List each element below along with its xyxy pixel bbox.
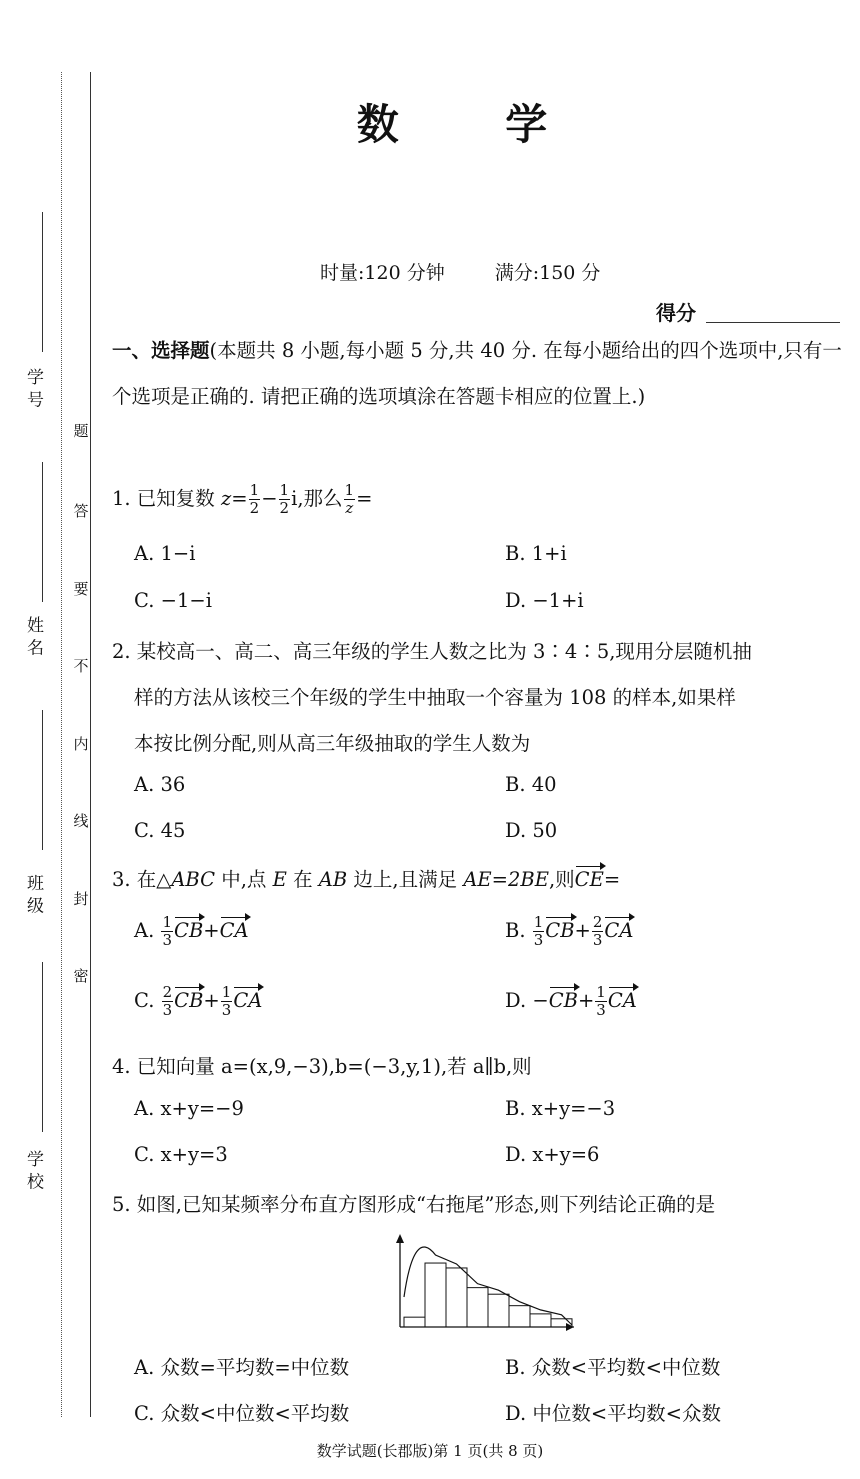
q3-option-d [505, 984, 637, 1019]
histogram-figure [392, 1232, 582, 1334]
histogram-bar [530, 1314, 551, 1327]
question-2-line-3: 本按比例分配,则从高三年级抽取的学生人数为 [134, 732, 531, 755]
option-label: A. [134, 919, 161, 942]
q3-point: E [272, 868, 287, 891]
q3-text: ,则 [548, 868, 575, 891]
q3-option-a [134, 914, 249, 949]
name-label: 姓 名 [23, 616, 43, 656]
numerator: 1 [344, 481, 355, 499]
question-2-line-1: 2. 某校高一、高二、高三年级的学生人数之比为 3∶4∶5,现用分层随机抽 [112, 640, 752, 663]
denominator: 3 [162, 931, 173, 949]
q3-segment: AB [318, 868, 348, 891]
q4-option-d: D. x+y=6 [505, 1143, 600, 1166]
seal-char: 题 [73, 422, 89, 440]
question-3 [112, 864, 620, 892]
fraction [221, 984, 233, 1019]
seal-char: 不 [73, 657, 89, 675]
plus-sign: + [203, 919, 220, 942]
q5-option-a: A. 众数=平均数=中位数 [134, 1356, 350, 1379]
fraction [279, 482, 291, 517]
numerator: 1 [533, 913, 544, 931]
q3-condition: AE=2BE [463, 868, 549, 891]
numerator: 2 [592, 913, 603, 931]
histogram-bar [404, 1317, 425, 1327]
page-footer: 数学试题(长郡版)第 1 页(共 8 页) [316, 1442, 544, 1460]
q3-option-b [505, 914, 633, 949]
histogram-bar [509, 1306, 530, 1327]
q2-option-c: C. 45 [134, 819, 186, 842]
fraction [249, 482, 261, 517]
numerator: 1 [249, 481, 260, 499]
student-id-line [42, 212, 44, 352]
option-label: D. [505, 989, 533, 1012]
denominator: z [345, 499, 354, 517]
time-limit: 时量:120 分钟 [320, 262, 445, 284]
option-label: B. [505, 919, 532, 942]
plus-sign: + [574, 919, 591, 942]
q3-text: 边上,且满足 [347, 868, 464, 891]
q3-option-c [134, 984, 262, 1019]
denominator: 2 [249, 499, 260, 517]
school-line [42, 962, 44, 1132]
histogram-bar [467, 1288, 488, 1327]
vector-cb: CB [174, 989, 204, 1012]
denominator: 3 [592, 931, 603, 949]
name-line [42, 462, 44, 602]
vector-cb: CB [174, 919, 204, 942]
section-instructions [112, 328, 842, 420]
margin-dotted-line [61, 72, 62, 1417]
q5-option-b: B. 众数<平均数<中位数 [505, 1356, 721, 1379]
q3-eq: = [603, 868, 621, 891]
vector-ca: CA [607, 989, 637, 1012]
seal-char: 要 [73, 580, 89, 598]
q3-text: 3. 在△ [112, 868, 172, 891]
fraction [592, 914, 604, 949]
numerator: 2 [162, 983, 173, 1001]
denominator: 3 [533, 931, 544, 949]
section-text: (本题共 8 小题,每小题 5 分,共 40 分. 在每小题给出的四个选项中,只有一个选项是正确的. 请把正确的选项填涂在答题卡相应的位置上.) [112, 339, 842, 408]
q1-minus: − [261, 487, 278, 510]
q4-option-a: A. x+y=−9 [134, 1097, 244, 1120]
minus-sign: − [532, 989, 549, 1012]
vector-ce: CE [574, 868, 604, 891]
q1-option-a: A. 1−i [134, 542, 196, 565]
histogram-bar [446, 1268, 467, 1327]
q2-option-a: A. 36 [134, 773, 186, 796]
q1-var: z [221, 487, 232, 510]
vector-ca: CA [604, 919, 634, 942]
numerator: 1 [162, 913, 173, 931]
x-axis-arrow-icon [566, 1323, 574, 1331]
vector-cb: CB [545, 919, 575, 942]
q1-option-b: B. 1+i [505, 542, 567, 565]
fraction [162, 984, 174, 1019]
denominator: 2 [279, 499, 290, 517]
q2-option-d: D. 50 [505, 819, 558, 842]
q1-eq: = [231, 487, 248, 510]
seal-char: 内 [73, 735, 89, 753]
numerator: 1 [596, 983, 606, 1001]
exam-meta [320, 258, 600, 285]
denominator: 3 [162, 1001, 173, 1019]
denominator: 3 [221, 1001, 232, 1019]
vector-ca: CA [219, 919, 249, 942]
page-title: 数 学 [356, 100, 594, 149]
student-id-label: 学 号 [23, 368, 43, 408]
y-axis-arrow-icon [396, 1234, 404, 1243]
seal-char: 线 [73, 812, 89, 830]
q3-triangle: ABC [171, 868, 216, 891]
section-heading: 一、选择题 [112, 339, 210, 362]
histogram-bar [488, 1294, 509, 1327]
numerator: 1 [221, 983, 232, 1001]
seal-char: 答 [73, 502, 89, 520]
q1-option-c: C. −1−i [134, 589, 212, 612]
numerator: 1 [279, 481, 290, 499]
q4-option-c: C. x+y=3 [134, 1143, 228, 1166]
question-1 [112, 482, 372, 517]
denominator: 3 [596, 1001, 606, 1019]
q5-option-c: C. 众数<中位数<平均数 [134, 1402, 350, 1425]
plus-sign: + [577, 989, 595, 1012]
q4-option-b: B. x+y=−3 [505, 1097, 616, 1120]
q3-text: 中,点 [215, 868, 273, 891]
question-2-line-2: 样的方法从该校三个年级的学生中抽取一个容量为 108 的样本,如果样 [134, 686, 736, 709]
score-label: 得分 [656, 301, 696, 325]
class-line [42, 710, 44, 850]
fraction [344, 482, 356, 517]
vector-cb: CB [548, 989, 578, 1012]
fraction [595, 984, 607, 1019]
class-label: 班 级 [23, 874, 43, 914]
fraction [533, 914, 545, 949]
histogram-bars [404, 1263, 572, 1327]
question-5: 5. 如图,已知某频率分布直方图形成“右拖尾”形态,则下列结论正确的是 [112, 1193, 716, 1216]
q2-option-b: B. 40 [505, 773, 557, 796]
seal-char: 封 [73, 890, 89, 908]
plus-sign: + [203, 989, 220, 1012]
seal-char: 密 [73, 967, 89, 985]
q1-option-d: D. −1+i [505, 589, 584, 612]
score-blank[interactable] [706, 322, 840, 323]
q1-eq: = [356, 487, 373, 510]
option-label: C. [134, 989, 161, 1012]
histogram-bar [425, 1263, 446, 1327]
school-label: 学 校 [23, 1150, 43, 1190]
vector-ca: CA [233, 989, 263, 1012]
q1-text: 1. 已知复数 [112, 487, 222, 510]
question-4: 4. 已知向量 a=(x,9,−3),b=(−3,y,1),若 a∥b,则 [112, 1055, 532, 1078]
fraction [161, 914, 173, 949]
q5-option-d: D. 中位数<平均数<众数 [505, 1402, 722, 1425]
q1-text: i,那么 [291, 487, 343, 510]
q3-text: 在 [286, 868, 319, 891]
full-score: 满分:150 分 [494, 262, 601, 284]
